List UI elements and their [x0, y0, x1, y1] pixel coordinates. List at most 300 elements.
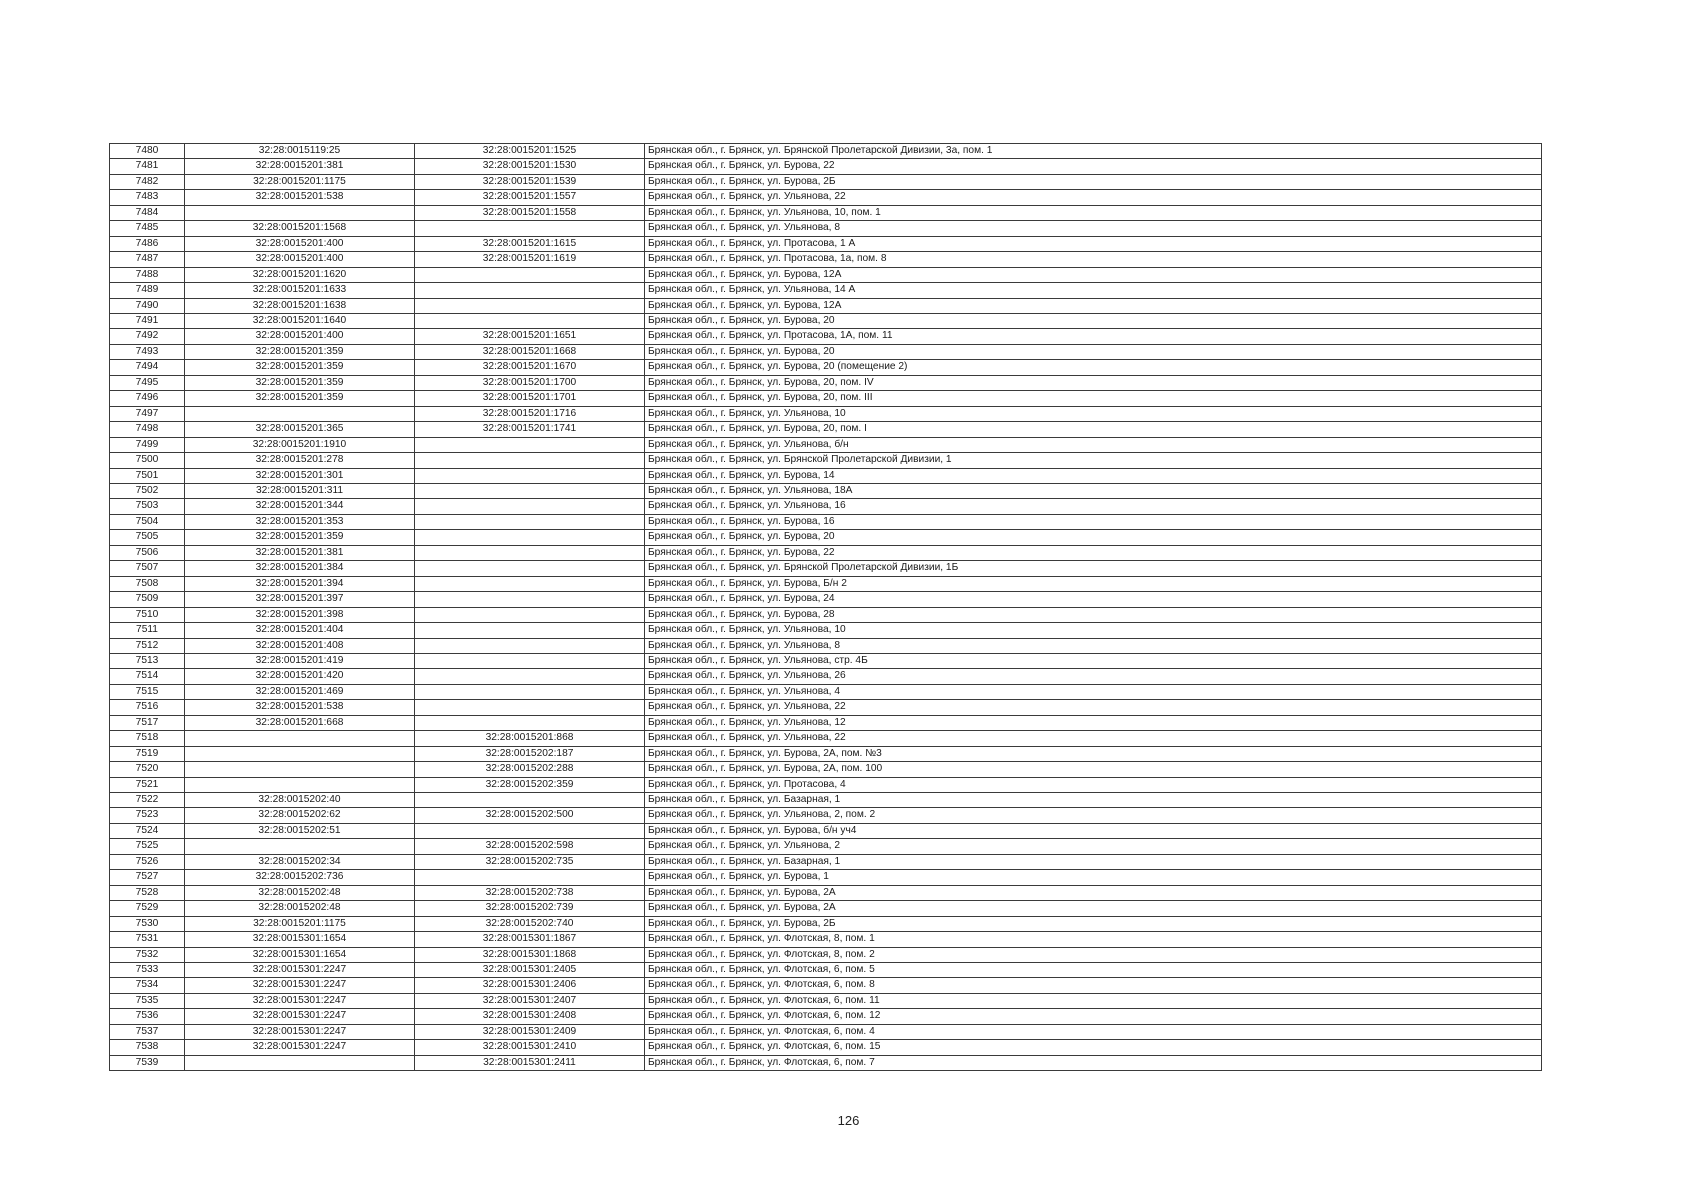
object-cadastral-number-cell: 32:28:0015201:1701: [415, 391, 645, 406]
address-cell: Брянская обл., г. Брянск, ул. Ульянова, 22: [645, 190, 1542, 205]
object-cadastral-number-cell: 32:28:0015301:1868: [415, 947, 645, 962]
parcel-cadastral-number-cell: [185, 839, 415, 854]
row-number-cell: 7535: [110, 993, 185, 1008]
object-cadastral-number-cell: 32:28:0015202:500: [415, 808, 645, 823]
table-row: [110, 437, 1542, 452]
address-cell: Брянская обл., г. Брянск, ул. Бурова, 24: [645, 592, 1542, 607]
parcel-cadastral-number-cell: 32:28:0015202:736: [185, 870, 415, 885]
object-cadastral-number-cell: [415, 283, 645, 298]
row-number-cell: 7519: [110, 746, 185, 761]
object-cadastral-number-cell: 32:28:0015202:735: [415, 854, 645, 869]
table-row: [110, 700, 1542, 715]
row-number-cell: 7538: [110, 1040, 185, 1055]
row-number-cell: 7537: [110, 1024, 185, 1039]
parcel-cadastral-number-cell: 32:28:0015201:384: [185, 561, 415, 576]
parcel-cadastral-number-cell: 32:28:0015201:394: [185, 576, 415, 591]
parcel-cadastral-number-cell: [185, 731, 415, 746]
object-cadastral-number-cell: 32:28:0015301:1867: [415, 932, 645, 947]
table-row: [110, 793, 1542, 808]
row-number-cell: 7536: [110, 1009, 185, 1024]
table-row: [110, 870, 1542, 885]
parcel-cadastral-number-cell: 32:28:0015202:51: [185, 823, 415, 838]
table-row: [110, 313, 1542, 328]
row-number-cell: 7485: [110, 221, 185, 236]
table-row: [110, 978, 1542, 993]
table-row: [110, 530, 1542, 545]
table-row: [110, 406, 1542, 421]
object-cadastral-number-cell: [415, 221, 645, 236]
table-row: [110, 854, 1542, 869]
table-row: [110, 159, 1542, 174]
row-number-cell: 7525: [110, 839, 185, 854]
row-number-cell: 7522: [110, 793, 185, 808]
table-row: [110, 669, 1542, 684]
parcel-cadastral-number-cell: 32:28:0015201:1620: [185, 267, 415, 282]
object-cadastral-number-cell: 32:28:0015202:187: [415, 746, 645, 761]
table-row: [110, 623, 1542, 638]
object-cadastral-number-cell: 32:28:0015201:868: [415, 731, 645, 746]
address-cell: Брянская обл., г. Брянск, ул. Ульянова, 10, пом. 1: [645, 205, 1542, 220]
object-cadastral-number-cell: [415, 468, 645, 483]
parcel-cadastral-number-cell: 32:28:0015301:1654: [185, 947, 415, 962]
parcel-cadastral-number-cell: 32:28:0015201:365: [185, 422, 415, 437]
parcel-cadastral-number-cell: 32:28:0015201:400: [185, 236, 415, 251]
parcel-cadastral-number-cell: 32:28:0015202:48: [185, 885, 415, 900]
object-cadastral-number-cell: 32:28:0015201:1558: [415, 205, 645, 220]
address-cell: Брянская обл., г. Брянск, ул. Бурова, 20, пом. IV: [645, 375, 1542, 390]
address-cell: Брянская обл., г. Брянск, ул. Протасова, 1А, пом. 11: [645, 329, 1542, 344]
table-row: [110, 252, 1542, 267]
address-cell: Брянская обл., г. Брянск, ул. Флотская, 6, пом. 5: [645, 963, 1542, 978]
object-cadastral-number-cell: 32:28:0015301:2409: [415, 1024, 645, 1039]
address-cell: Брянская обл., г. Брянск, ул. Ульянова, 10: [645, 623, 1542, 638]
object-cadastral-number-cell: [415, 499, 645, 514]
parcel-cadastral-number-cell: 32:28:0015201:668: [185, 715, 415, 730]
table-row: [110, 483, 1542, 498]
parcel-cadastral-number-cell: 32:28:0015201:1638: [185, 298, 415, 313]
address-cell: Брянская обл., г. Брянск, ул. Бурова, Б/н 2: [645, 576, 1542, 591]
registry-table: [109, 143, 1542, 1071]
address-cell: Брянская обл., г. Брянск, ул. Бурова, 20: [645, 530, 1542, 545]
object-cadastral-number-cell: 32:28:0015201:1619: [415, 252, 645, 267]
table-row: [110, 947, 1542, 962]
row-number-cell: 7505: [110, 530, 185, 545]
address-cell: Брянская обл., г. Брянск, ул. Бурова, б/н уч4: [645, 823, 1542, 838]
row-number-cell: 7533: [110, 963, 185, 978]
address-cell: Брянская обл., г. Брянск, ул. Ульянова, 16: [645, 499, 1542, 514]
parcel-cadastral-number-cell: 32:28:0015202:34: [185, 854, 415, 869]
table-row: [110, 545, 1542, 560]
table-row: [110, 221, 1542, 236]
table-row: [110, 375, 1542, 390]
parcel-cadastral-number-cell: 32:28:0015301:2247: [185, 978, 415, 993]
object-cadastral-number-cell: [415, 638, 645, 653]
address-cell: Брянская обл., г. Брянск, ул. Ульянова, 2: [645, 839, 1542, 854]
address-cell: Брянская обл., г. Брянск, ул. Бурова, 20: [645, 313, 1542, 328]
parcel-cadastral-number-cell: [185, 205, 415, 220]
object-cadastral-number-cell: [415, 607, 645, 622]
object-cadastral-number-cell: [415, 715, 645, 730]
table-row: [110, 1040, 1542, 1055]
address-cell: Брянская обл., г. Брянск, ул. Ульянова, 22: [645, 731, 1542, 746]
parcel-cadastral-number-cell: [185, 406, 415, 421]
row-number-cell: 7487: [110, 252, 185, 267]
parcel-cadastral-number-cell: 32:28:0015201:359: [185, 360, 415, 375]
object-cadastral-number-cell: 32:28:0015201:1741: [415, 422, 645, 437]
object-cadastral-number-cell: [415, 561, 645, 576]
row-number-cell: 7490: [110, 298, 185, 313]
address-cell: Брянская обл., г. Брянск, ул. Ульянова, 4: [645, 684, 1542, 699]
table-row: [110, 236, 1542, 251]
object-cadastral-number-cell: 32:28:0015201:1557: [415, 190, 645, 205]
object-cadastral-number-cell: [415, 545, 645, 560]
object-cadastral-number-cell: 32:28:0015202:359: [415, 777, 645, 792]
parcel-cadastral-number-cell: 32:28:0015201:404: [185, 623, 415, 638]
address-cell: Брянская обл., г. Брянск, ул. Флотская, 6, пом. 11: [645, 993, 1542, 1008]
table-row: [110, 762, 1542, 777]
object-cadastral-number-cell: [415, 437, 645, 452]
address-cell: Брянская обл., г. Брянск, ул. Бурова, 16: [645, 514, 1542, 529]
address-cell: Брянская обл., г. Брянск, ул. Ульянова, 2, пом. 2: [645, 808, 1542, 823]
parcel-cadastral-number-cell: 32:28:0015301:2247: [185, 1024, 415, 1039]
object-cadastral-number-cell: [415, 700, 645, 715]
row-number-cell: 7496: [110, 391, 185, 406]
address-cell: Брянская обл., г. Брянск, ул. Бурова, 22: [645, 545, 1542, 560]
object-cadastral-number-cell: 32:28:0015301:2405: [415, 963, 645, 978]
table-row: [110, 468, 1542, 483]
row-number-cell: 7488: [110, 267, 185, 282]
object-cadastral-number-cell: [415, 592, 645, 607]
address-cell: Брянская обл., г. Брянск, ул. Базарная, 1: [645, 793, 1542, 808]
row-number-cell: 7506: [110, 545, 185, 560]
parcel-cadastral-number-cell: 32:28:0015119:25: [185, 144, 415, 159]
table-row: [110, 684, 1542, 699]
table-row: [110, 715, 1542, 730]
address-cell: Брянская обл., г. Брянск, ул. Бурова, 1: [645, 870, 1542, 885]
table-row: [110, 499, 1542, 514]
parcel-cadastral-number-cell: 32:28:0015201:400: [185, 329, 415, 344]
address-cell: Брянская обл., г. Брянск, ул. Ульянова, 10: [645, 406, 1542, 421]
parcel-cadastral-number-cell: [185, 762, 415, 777]
parcel-cadastral-number-cell: 32:28:0015201:311: [185, 483, 415, 498]
parcel-cadastral-number-cell: 32:28:0015201:1910: [185, 437, 415, 452]
table-row: [110, 993, 1542, 1008]
address-cell: Брянская обл., г. Брянск, ул. Базарная, 1: [645, 854, 1542, 869]
object-cadastral-number-cell: 32:28:0015202:598: [415, 839, 645, 854]
parcel-cadastral-number-cell: 32:28:0015301:2247: [185, 1009, 415, 1024]
registry-table-container: [109, 143, 1541, 1071]
row-number-cell: 7516: [110, 700, 185, 715]
object-cadastral-number-cell: 32:28:0015301:2411: [415, 1055, 645, 1070]
address-cell: Брянская обл., г. Брянск, ул. Бурова, 2А: [645, 885, 1542, 900]
address-cell: Брянская обл., г. Брянск, ул. Бурова, 22: [645, 159, 1542, 174]
object-cadastral-number-cell: [415, 313, 645, 328]
table-row: [110, 360, 1542, 375]
address-cell: Брянская обл., г. Брянск, ул. Бурова, 20 (помещение 2): [645, 360, 1542, 375]
parcel-cadastral-number-cell: 32:28:0015301:2247: [185, 1040, 415, 1055]
row-number-cell: 7510: [110, 607, 185, 622]
row-number-cell: 7514: [110, 669, 185, 684]
address-cell: Брянская обл., г. Брянск, ул. Флотская, 6, пом. 4: [645, 1024, 1542, 1039]
address-cell: Брянская обл., г. Брянск, ул. Флотская, 6, пом. 7: [645, 1055, 1542, 1070]
table-row: [110, 592, 1542, 607]
object-cadastral-number-cell: 32:28:0015202:738: [415, 885, 645, 900]
row-number-cell: 7495: [110, 375, 185, 390]
row-number-cell: 7508: [110, 576, 185, 591]
address-cell: Брянская обл., г. Брянск, ул. Бурова, 14: [645, 468, 1542, 483]
row-number-cell: 7486: [110, 236, 185, 251]
row-number-cell: 7526: [110, 854, 185, 869]
table-row: [110, 205, 1542, 220]
row-number-cell: 7500: [110, 453, 185, 468]
table-row: [110, 638, 1542, 653]
table-row: [110, 746, 1542, 761]
table-row: [110, 839, 1542, 854]
address-cell: Брянская обл., г. Брянск, ул. Брянской Пролетарской Дивизии, 1: [645, 453, 1542, 468]
parcel-cadastral-number-cell: 32:28:0015201:1175: [185, 916, 415, 931]
row-number-cell: 7530: [110, 916, 185, 931]
address-cell: Брянская обл., г. Брянск, ул. Ульянова, 26: [645, 669, 1542, 684]
table-row: [110, 453, 1542, 468]
parcel-cadastral-number-cell: 32:28:0015201:359: [185, 530, 415, 545]
object-cadastral-number-cell: [415, 298, 645, 313]
address-cell: Брянская обл., г. Брянск, ул. Брянской Пролетарской Дивизии, 1Б: [645, 561, 1542, 576]
object-cadastral-number-cell: 32:28:0015301:2406: [415, 978, 645, 993]
row-number-cell: 7524: [110, 823, 185, 838]
address-cell: Брянская обл., г. Брянск, ул. Бурова, 20, пом. I: [645, 422, 1542, 437]
object-cadastral-number-cell: 32:28:0015202:288: [415, 762, 645, 777]
table-row: [110, 1024, 1542, 1039]
table-row: [110, 963, 1542, 978]
row-number-cell: 7523: [110, 808, 185, 823]
page-number: 126: [837, 1113, 860, 1128]
registry-table-body: [110, 144, 1542, 1071]
row-number-cell: 7515: [110, 684, 185, 699]
row-number-cell: 7498: [110, 422, 185, 437]
table-row: [110, 777, 1542, 792]
table-row: [110, 174, 1542, 189]
object-cadastral-number-cell: [415, 530, 645, 545]
table-row: [110, 190, 1542, 205]
parcel-cadastral-number-cell: 32:28:0015201:538: [185, 700, 415, 715]
table-row: [110, 1055, 1542, 1070]
object-cadastral-number-cell: 32:28:0015301:2407: [415, 993, 645, 1008]
address-cell: Брянская обл., г. Брянск, ул. Протасова, 1 А: [645, 236, 1542, 251]
parcel-cadastral-number-cell: 32:28:0015201:397: [185, 592, 415, 607]
row-number-cell: 7481: [110, 159, 185, 174]
object-cadastral-number-cell: 32:28:0015201:1651: [415, 329, 645, 344]
table-row: [110, 885, 1542, 900]
parcel-cadastral-number-cell: 32:28:0015201:278: [185, 453, 415, 468]
object-cadastral-number-cell: 32:28:0015201:1668: [415, 344, 645, 359]
address-cell: Брянская обл., г. Брянск, ул. Флотская, 6, пом. 15: [645, 1040, 1542, 1055]
table-row: [110, 144, 1542, 159]
address-cell: Брянская обл., г. Брянск, ул. Бурова, 20, пом. III: [645, 391, 1542, 406]
parcel-cadastral-number-cell: 32:28:0015201:381: [185, 159, 415, 174]
parcel-cadastral-number-cell: 32:28:0015201:381: [185, 545, 415, 560]
parcel-cadastral-number-cell: 32:28:0015202:62: [185, 808, 415, 823]
parcel-cadastral-number-cell: 32:28:0015201:400: [185, 252, 415, 267]
row-number-cell: 7503: [110, 499, 185, 514]
parcel-cadastral-number-cell: 32:28:0015202:40: [185, 793, 415, 808]
address-cell: Брянская обл., г. Брянск, ул. Бурова, 2А, пом. №3: [645, 746, 1542, 761]
object-cadastral-number-cell: [415, 453, 645, 468]
object-cadastral-number-cell: [415, 267, 645, 282]
row-number-cell: 7504: [110, 514, 185, 529]
row-number-cell: 7513: [110, 653, 185, 668]
object-cadastral-number-cell: [415, 793, 645, 808]
row-number-cell: 7501: [110, 468, 185, 483]
address-cell: Брянская обл., г. Брянск, ул. Ульянова, 8: [645, 221, 1542, 236]
row-number-cell: 7507: [110, 561, 185, 576]
parcel-cadastral-number-cell: 32:28:0015301:2247: [185, 963, 415, 978]
address-cell: Брянская обл., г. Брянск, ул. Ульянова, 12: [645, 715, 1542, 730]
parcel-cadastral-number-cell: 32:28:0015201:1633: [185, 283, 415, 298]
address-cell: Брянская обл., г. Брянск, ул. Ульянова, 18А: [645, 483, 1542, 498]
table-row: [110, 576, 1542, 591]
row-number-cell: 7534: [110, 978, 185, 993]
address-cell: Брянская обл., г. Брянск, ул. Бурова, 2Б: [645, 916, 1542, 931]
object-cadastral-number-cell: 32:28:0015201:1670: [415, 360, 645, 375]
object-cadastral-number-cell: [415, 576, 645, 591]
table-row: [110, 1009, 1542, 1024]
table-row: [110, 607, 1542, 622]
table-row: [110, 932, 1542, 947]
table-row: [110, 514, 1542, 529]
object-cadastral-number-cell: [415, 514, 645, 529]
address-cell: Брянская обл., г. Брянск, ул. Протасова, 1а, пом. 8: [645, 252, 1542, 267]
address-cell: Брянская обл., г. Брянск, ул. Бурова, 2Б: [645, 174, 1542, 189]
row-number-cell: 7483: [110, 190, 185, 205]
parcel-cadastral-number-cell: 32:28:0015201:469: [185, 684, 415, 699]
parcel-cadastral-number-cell: [185, 1055, 415, 1070]
address-cell: Брянская обл., г. Брянск, ул. Ульянова, 8: [645, 638, 1542, 653]
address-cell: Брянская обл., г. Брянск, ул. Протасова, 4: [645, 777, 1542, 792]
object-cadastral-number-cell: 32:28:0015201:1716: [415, 406, 645, 421]
address-cell: Брянская обл., г. Брянск, ул. Ульянова, б/н: [645, 437, 1542, 452]
row-number-cell: 7480: [110, 144, 185, 159]
object-cadastral-number-cell: [415, 653, 645, 668]
parcel-cadastral-number-cell: 32:28:0015202:48: [185, 901, 415, 916]
object-cadastral-number-cell: [415, 684, 645, 699]
table-row: [110, 391, 1542, 406]
object-cadastral-number-cell: 32:28:0015201:1539: [415, 174, 645, 189]
parcel-cadastral-number-cell: 32:28:0015201:408: [185, 638, 415, 653]
row-number-cell: 7489: [110, 283, 185, 298]
object-cadastral-number-cell: [415, 483, 645, 498]
row-number-cell: 7509: [110, 592, 185, 607]
parcel-cadastral-number-cell: 32:28:0015201:301: [185, 468, 415, 483]
object-cadastral-number-cell: 32:28:0015202:739: [415, 901, 645, 916]
table-row: [110, 808, 1542, 823]
address-cell: Брянская обл., г. Брянск, ул. Бурова, 12А: [645, 298, 1542, 313]
table-row: [110, 329, 1542, 344]
row-number-cell: 7520: [110, 762, 185, 777]
row-number-cell: 7517: [110, 715, 185, 730]
row-number-cell: 7532: [110, 947, 185, 962]
table-row: [110, 731, 1542, 746]
object-cadastral-number-cell: 32:28:0015201:1700: [415, 375, 645, 390]
table-row: [110, 653, 1542, 668]
object-cadastral-number-cell: 32:28:0015201:1530: [415, 159, 645, 174]
object-cadastral-number-cell: 32:28:0015201:1525: [415, 144, 645, 159]
object-cadastral-number-cell: 32:28:0015301:2408: [415, 1009, 645, 1024]
parcel-cadastral-number-cell: [185, 746, 415, 761]
address-cell: Брянская обл., г. Брянск, ул. Ульянова, 22: [645, 700, 1542, 715]
object-cadastral-number-cell: 32:28:0015301:2410: [415, 1040, 645, 1055]
row-number-cell: 7521: [110, 777, 185, 792]
row-number-cell: 7482: [110, 174, 185, 189]
address-cell: Брянская обл., г. Брянск, ул. Ульянова, 14 А: [645, 283, 1542, 298]
parcel-cadastral-number-cell: 32:28:0015201:353: [185, 514, 415, 529]
parcel-cadastral-number-cell: 32:28:0015201:1568: [185, 221, 415, 236]
parcel-cadastral-number-cell: 32:28:0015201:359: [185, 344, 415, 359]
row-number-cell: 7492: [110, 329, 185, 344]
row-number-cell: 7499: [110, 437, 185, 452]
row-number-cell: 7539: [110, 1055, 185, 1070]
row-number-cell: 7512: [110, 638, 185, 653]
address-cell: Брянская обл., г. Брянск, ул. Бурова, 28: [645, 607, 1542, 622]
address-cell: Брянская обл., г. Брянск, ул. Флотская, 6, пом. 12: [645, 1009, 1542, 1024]
address-cell: Брянская обл., г. Брянск, ул. Ульянова, стр. 4Б: [645, 653, 1542, 668]
table-row: [110, 283, 1542, 298]
row-number-cell: 7493: [110, 344, 185, 359]
address-cell: Брянская обл., г. Брянск, ул. Бурова, 2А: [645, 901, 1542, 916]
object-cadastral-number-cell: 32:28:0015201:1615: [415, 236, 645, 251]
row-number-cell: 7502: [110, 483, 185, 498]
table-row: [110, 561, 1542, 576]
row-number-cell: 7484: [110, 205, 185, 220]
object-cadastral-number-cell: 32:28:0015202:740: [415, 916, 645, 931]
parcel-cadastral-number-cell: [185, 777, 415, 792]
table-row: [110, 916, 1542, 931]
object-cadastral-number-cell: [415, 823, 645, 838]
row-number-cell: 7518: [110, 731, 185, 746]
parcel-cadastral-number-cell: 32:28:0015201:398: [185, 607, 415, 622]
parcel-cadastral-number-cell: 32:28:0015201:538: [185, 190, 415, 205]
row-number-cell: 7511: [110, 623, 185, 638]
parcel-cadastral-number-cell: 32:28:0015201:359: [185, 375, 415, 390]
object-cadastral-number-cell: [415, 669, 645, 684]
table-row: [110, 344, 1542, 359]
parcel-cadastral-number-cell: 32:28:0015201:359: [185, 391, 415, 406]
object-cadastral-number-cell: [415, 623, 645, 638]
parcel-cadastral-number-cell: 32:28:0015201:419: [185, 653, 415, 668]
parcel-cadastral-number-cell: 32:28:0015301:2247: [185, 993, 415, 1008]
object-cadastral-number-cell: [415, 870, 645, 885]
address-cell: Брянская обл., г. Брянск, ул. Бурова, 20: [645, 344, 1542, 359]
parcel-cadastral-number-cell: 32:28:0015201:1640: [185, 313, 415, 328]
table-row: [110, 823, 1542, 838]
row-number-cell: 7527: [110, 870, 185, 885]
parcel-cadastral-number-cell: 32:28:0015201:420: [185, 669, 415, 684]
table-row: [110, 901, 1542, 916]
parcel-cadastral-number-cell: 32:28:0015301:1654: [185, 932, 415, 947]
row-number-cell: 7529: [110, 901, 185, 916]
row-number-cell: 7497: [110, 406, 185, 421]
parcel-cadastral-number-cell: 32:28:0015201:344: [185, 499, 415, 514]
row-number-cell: 7531: [110, 932, 185, 947]
row-number-cell: 7528: [110, 885, 185, 900]
address-cell: Брянская обл., г. Брянск, ул. Флотская, 8, пом. 1: [645, 932, 1542, 947]
address-cell: Брянская обл., г. Брянск, ул. Бурова, 12А: [645, 267, 1542, 282]
table-row: [110, 267, 1542, 282]
table-row: [110, 422, 1542, 437]
parcel-cadastral-number-cell: 32:28:0015201:1175: [185, 174, 415, 189]
address-cell: Брянская обл., г. Брянск, ул. Брянской Пролетарской Дивизии, 3а, пом. 1: [645, 144, 1542, 159]
row-number-cell: 7494: [110, 360, 185, 375]
table-row: [110, 298, 1542, 313]
